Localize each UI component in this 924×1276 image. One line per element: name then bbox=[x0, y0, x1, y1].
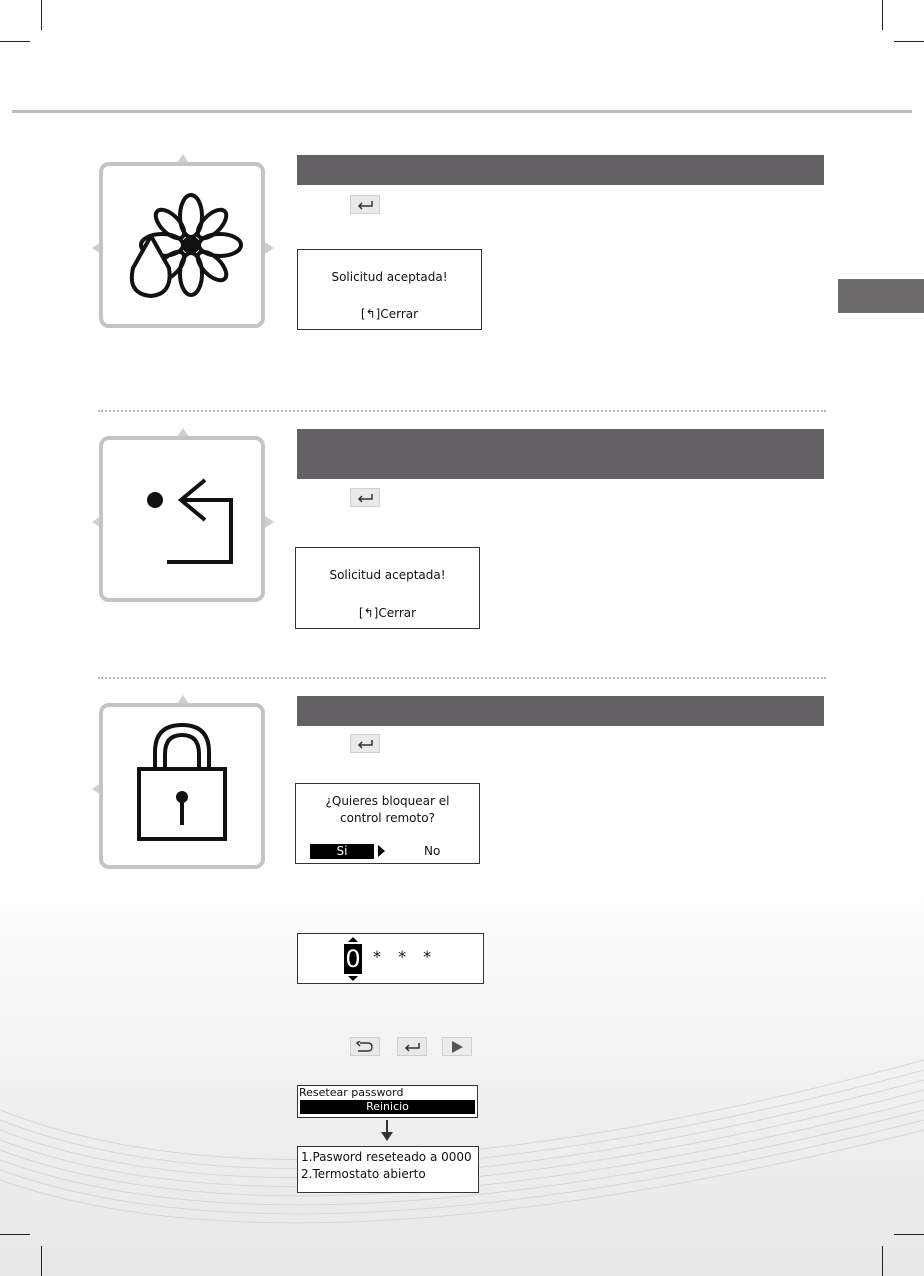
section-divider bbox=[98, 410, 826, 412]
reset-title: Resetear password bbox=[299, 1086, 404, 1099]
right-key[interactable] bbox=[442, 1037, 472, 1056]
back-key[interactable] bbox=[350, 1037, 380, 1056]
result-line1: 1.Pasword reseteado a 0000 bbox=[301, 1150, 472, 1164]
back-icon bbox=[356, 1041, 374, 1053]
confirm-message: Solicitud aceptada! bbox=[331, 270, 448, 284]
back-icon: [↰] bbox=[360, 307, 381, 321]
fan-water-drop-icon bbox=[103, 166, 261, 324]
enter-icon bbox=[356, 493, 374, 503]
lock-question-line2: control remoto? bbox=[340, 811, 435, 825]
crop-mark bbox=[0, 41, 30, 42]
result-line2: 2.Termostato abierto bbox=[301, 1167, 426, 1181]
padlock-icon bbox=[103, 707, 261, 865]
header-rule bbox=[12, 110, 912, 113]
enter-key[interactable] bbox=[397, 1037, 427, 1056]
section-divider bbox=[98, 677, 826, 679]
mode-icon-frame bbox=[99, 703, 265, 869]
result-screen bbox=[297, 1146, 479, 1193]
enter-key[interactable] bbox=[350, 488, 380, 507]
enter-key[interactable] bbox=[350, 734, 380, 753]
confirm-message: Solicitud aceptada! bbox=[329, 568, 446, 582]
reset-screen bbox=[297, 1085, 478, 1118]
crop-mark bbox=[0, 1234, 30, 1235]
reset-button[interactable]: Reinicio bbox=[300, 1100, 475, 1114]
section-header-bar bbox=[297, 429, 824, 479]
password-screen bbox=[297, 933, 484, 984]
section-header-bar bbox=[297, 696, 824, 726]
filter-reset-icon bbox=[103, 440, 261, 598]
flow-arrow-down-icon bbox=[381, 1132, 393, 1141]
mode-icon-frame bbox=[99, 436, 265, 602]
digit-down-arrow-icon[interactable] bbox=[348, 976, 358, 981]
close-option[interactable]: [↰]Cerrar bbox=[360, 307, 419, 321]
crop-mark bbox=[41, 1246, 42, 1276]
lock-confirm-screen bbox=[295, 783, 480, 864]
mode-icon-frame bbox=[99, 162, 265, 328]
password-digit[interactable]: 0 bbox=[345, 945, 361, 973]
selector-arrow-icon bbox=[378, 845, 385, 857]
enter-icon bbox=[356, 739, 374, 749]
confirm-screen bbox=[295, 547, 480, 629]
section-header-bar bbox=[297, 155, 824, 185]
no-option[interactable]: No bbox=[424, 844, 441, 858]
confirm-screen bbox=[297, 249, 482, 330]
enter-icon bbox=[403, 1042, 421, 1052]
back-icon: [↰] bbox=[358, 606, 379, 620]
lock-question-line1: ¿Quieres bloquear el bbox=[325, 794, 450, 808]
crop-mark bbox=[41, 0, 42, 30]
crop-mark bbox=[894, 1234, 924, 1235]
digit-up-arrow-icon[interactable] bbox=[348, 937, 358, 942]
close-option[interactable]: [↰]Cerrar bbox=[358, 606, 417, 620]
crop-mark bbox=[882, 0, 883, 30]
crop-mark bbox=[882, 1246, 883, 1276]
crop-mark bbox=[894, 41, 924, 42]
enter-key[interactable] bbox=[350, 195, 380, 214]
password-mask: * * * bbox=[373, 947, 438, 966]
play-right-icon bbox=[450, 1040, 464, 1054]
side-chapter-tab bbox=[838, 279, 924, 313]
enter-icon bbox=[356, 200, 374, 210]
yes-option[interactable]: Si bbox=[310, 844, 374, 859]
